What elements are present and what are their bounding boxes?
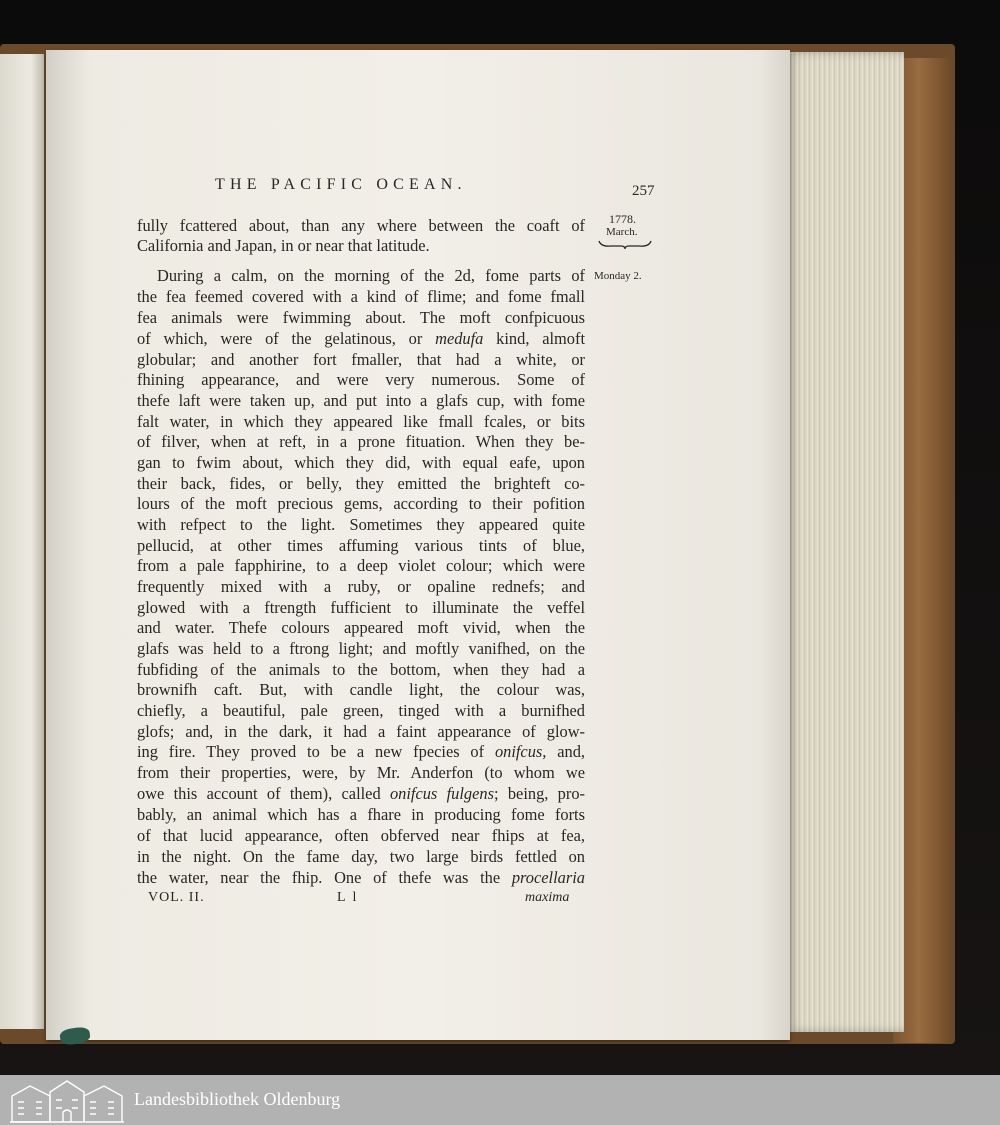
text-line — [137, 308, 585, 328]
text-line — [137, 216, 585, 236]
text-segment: falt water, in which they appeared like fmall fcales, or bits — [137, 412, 585, 431]
text-line — [137, 432, 585, 452]
library-building-logo — [10, 1078, 124, 1124]
text-line — [137, 350, 585, 370]
text-line — [137, 412, 585, 432]
text-line — [137, 805, 585, 825]
italic-term: onifcus, — [494, 742, 547, 761]
text-segment: of that lucid appearance, often obferved near fhips at fea, — [137, 826, 585, 845]
text-segment: and water. Thefe colours appeared moft vivid, when the — [137, 618, 585, 637]
text-line — [137, 763, 585, 783]
text-line — [137, 618, 585, 638]
text-segment: the water, near the fhip. One of thefe was the — [137, 868, 512, 887]
text-segment: fea animals were fwimming about. The moft confpicuous — [137, 308, 585, 327]
text-segment: lours of the moft precious gems, according to their pofition — [137, 494, 585, 513]
text-line — [137, 391, 585, 411]
margin-day-note: Monday 2. — [594, 270, 642, 282]
page-number: 257 — [632, 183, 655, 199]
text-segment: thefe laft were taken up, and put into a glafs cup, with fome — [137, 391, 585, 410]
text-line — [137, 639, 585, 659]
text-segment: fubfiding of the animals to the bottom, when they had a — [137, 660, 585, 679]
text-line — [137, 556, 585, 576]
text-segment: in the night. On the fame day, two large birds fettled on — [137, 847, 585, 866]
text-segment: kind, almoft — [483, 329, 586, 348]
text-line — [137, 742, 585, 762]
text-line — [137, 287, 585, 307]
text-segment: fhining appearance, and were very numerous. Some of — [137, 370, 585, 389]
text-segment: bably, an animal which has a fhare in producing fome forts — [137, 805, 585, 824]
text-line — [137, 598, 585, 618]
running-head: THE PACIFIC OCEAN. — [215, 176, 467, 193]
text-line — [137, 536, 585, 556]
text-line — [137, 515, 585, 535]
text-segment: During a calm, on the morning of the 2d, fome parts of — [157, 266, 585, 285]
text-line — [137, 701, 585, 721]
text-segment: glafs was held to a ftrong light; and moftly vanifhed, on the — [137, 639, 585, 658]
margin-brace — [597, 239, 653, 249]
footer-volume: VOL. II. — [148, 890, 205, 905]
text-segment: from their properties, were, by Mr. Anderfon (to whom we — [137, 763, 585, 782]
text-line — [137, 868, 585, 888]
text-segment: ing fire. They proved to be a new fpecies of — [137, 742, 495, 761]
text-segment: from a pale fapphirine, to a deep violet colour; which were — [137, 556, 585, 575]
text-line — [137, 370, 585, 390]
page-fore-edge — [786, 52, 904, 1032]
footer-signature: L l — [337, 890, 359, 905]
text-line — [137, 236, 585, 256]
text-line — [137, 847, 585, 867]
text-segment: owe this account of them), called — [137, 784, 390, 803]
text-line — [137, 784, 585, 804]
left-page-edge — [0, 54, 44, 1029]
text-segment: brownifh caft. But, with candle light, the colour was, — [137, 680, 585, 699]
text-segment: glowed with a ftrength fufficient to illuminate the veffel — [137, 598, 585, 617]
text-segment: globular; and another fort fmaller, that had a white, or — [137, 350, 585, 369]
text-segment: fully fcattered about, than any where between the coaft of — [137, 216, 585, 235]
italic-term: procellaria — [511, 868, 585, 887]
italic-term: onifcus fulgens — [389, 784, 494, 803]
text-line — [137, 474, 585, 494]
text-line — [137, 826, 585, 846]
text-segment: frequently mixed with a ruby, or opaline rednefs; and — [137, 577, 585, 596]
text-segment: their back, fides, or belly, they emitted the brighteft co- — [137, 474, 585, 493]
text-segment: with refpect to the light. Sometimes they appeared quite — [137, 515, 585, 534]
text-segment: glofs; and, in the dark, it had a faint appearance of glow- — [137, 722, 585, 741]
text-line — [137, 453, 585, 473]
text-segment: and, — [546, 742, 585, 761]
margin-year: 1778. — [609, 212, 636, 226]
text-segment: the fea feemed covered with a kind of flime; and fome fmall — [137, 287, 585, 306]
text-line — [137, 577, 585, 597]
margin-month: March. — [606, 226, 638, 238]
library-name: Landesbibliothek Oldenburg — [134, 1089, 341, 1109]
footer-catchword: maxima — [525, 890, 570, 905]
text-segment: of filver, when at reft, in a prone fituation. When they be- — [137, 432, 585, 451]
text-segment: ; being, pro- — [493, 784, 585, 803]
italic-term: medufa — [435, 329, 484, 348]
text-segment: gan to fwim about, which they did, with equal eafe, upon — [137, 453, 585, 472]
text-segment: California and Japan, in or near that latitude. — [137, 236, 430, 255]
text-segment: of which, were of the gelatinous, or — [137, 329, 436, 348]
text-line — [137, 494, 585, 514]
text-segment: pellucid, at other times affuming various tints of blue, — [137, 536, 585, 555]
text-line — [137, 329, 585, 349]
text-line — [137, 680, 585, 700]
text-segment: chiefly, a beautiful, pale green, tinged with a burnifhed — [137, 701, 585, 720]
text-line — [137, 722, 585, 742]
text-line — [137, 660, 585, 680]
text-line — [137, 266, 585, 286]
